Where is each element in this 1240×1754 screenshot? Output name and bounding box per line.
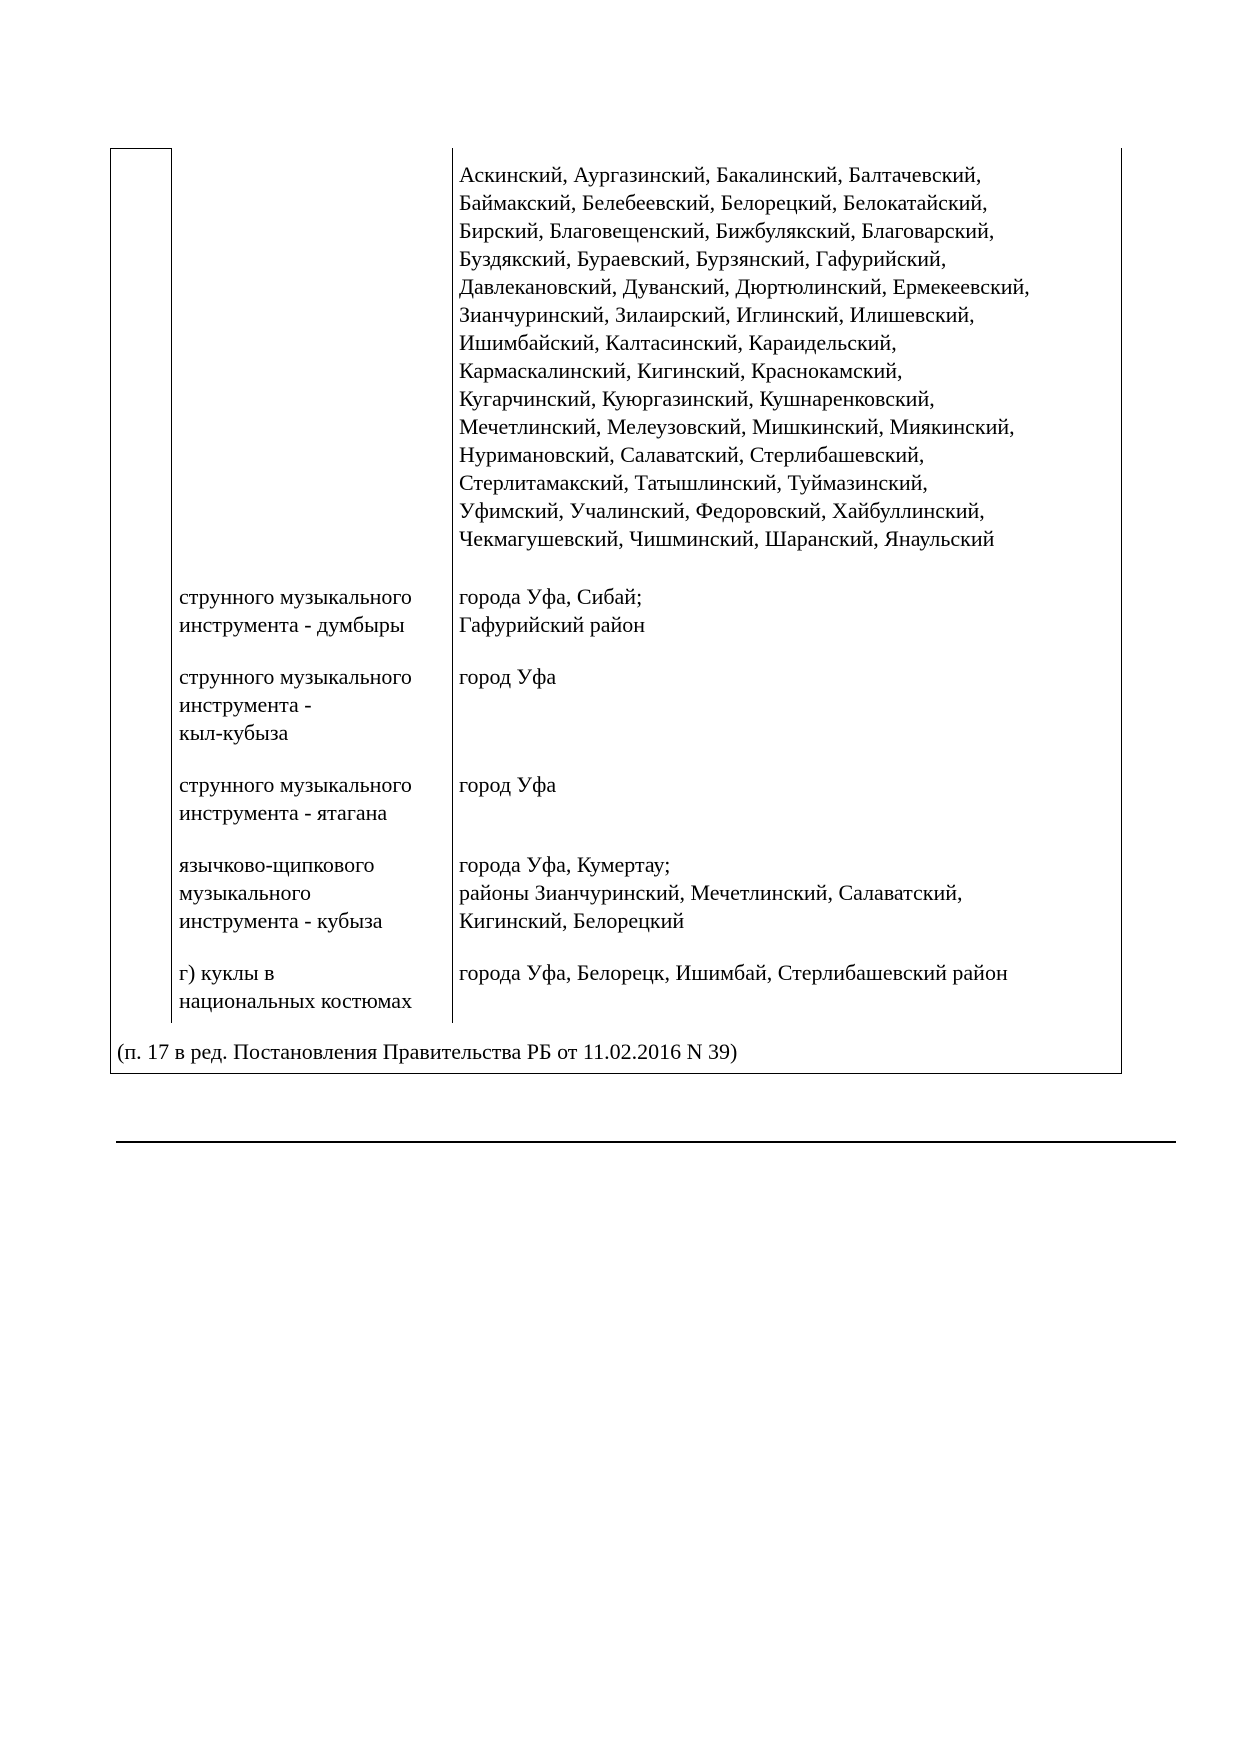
value-line: города Уфа, Сибай; xyxy=(459,584,643,609)
row-5-value xyxy=(459,851,963,935)
row-6-value xyxy=(459,959,1008,987)
value-line: Бирский, Благовещенский, Бижбулякский, Благоварский, xyxy=(459,218,995,243)
value-line: Стерлитамакский, Татышлинский, Туймазинский, xyxy=(459,470,928,495)
table-right-border xyxy=(1121,148,1122,1074)
value-line: Зианчуринский, Зилаирский, Иглинский, Илишевский, xyxy=(459,302,975,327)
value-column-divider xyxy=(452,148,453,1023)
value-line: Буздякский, Бураевский, Бурзянский, Гафурийский, xyxy=(459,246,947,271)
value-line: Ишимбайский, Калтасинский, Караидельский, xyxy=(459,330,897,355)
row-3-value xyxy=(459,663,556,691)
value-line: Уфимский, Учалинский, Федоровский, Хайбуллинский, xyxy=(459,498,985,523)
label-line: музыкального xyxy=(179,880,311,905)
label-line: язычково-щипкового xyxy=(179,852,375,877)
row-1-value xyxy=(459,161,1030,553)
value-line: Кугарчинский, Куюргазинский, Кушнаренковский, xyxy=(459,386,935,411)
value-line: Гафурийский район xyxy=(459,612,646,637)
bottom-divider xyxy=(116,1141,1176,1143)
row-4-label xyxy=(179,771,412,827)
value-line: Нуримановский, Салаватский, Стерлибашевский, xyxy=(459,442,925,467)
row-2-value xyxy=(459,583,645,639)
value-line: город Уфа xyxy=(459,664,557,689)
table-left-border xyxy=(110,148,111,1074)
value-line: Кармаскалинский, Кигинский, Краснокамский, xyxy=(459,358,903,383)
label-line: инструмента - xyxy=(179,692,312,717)
label-line: струнного музыкального xyxy=(179,664,412,689)
value-line: районы Зианчуринский, Мечетлинский, Салаватский, xyxy=(459,880,963,905)
label-line: национальных костюмах xyxy=(179,988,413,1013)
first-column-top-border xyxy=(110,148,172,149)
row-5-label xyxy=(179,851,383,935)
revision-footnote: (п. 17 в ред. Постановления Правительства РБ от 11.02.2016 N 39) xyxy=(117,1039,738,1064)
value-line: Чекмагушевский, Чишминский, Шаранский, Янаульский xyxy=(459,526,995,551)
value-line: города Уфа, Кумертау; xyxy=(459,852,671,877)
value-line: Давлекановский, Дуванский, Дюртюлинский, Ермекеевский, xyxy=(459,274,1030,299)
label-line: инструмента - ятагана xyxy=(179,800,388,825)
first-column-divider xyxy=(171,148,172,1023)
value-line: Кигинский, Белорецкий xyxy=(459,908,685,933)
value-line: Аскинский, Аургазинский, Бакалинский, Балтачевский, xyxy=(459,162,982,187)
label-line: г) куклы в xyxy=(179,960,275,985)
label-line: кыл-кубыза xyxy=(179,720,289,745)
label-line: струнного музыкального xyxy=(179,584,412,609)
value-line: Баймакский, Белебеевский, Белорецкий, Белокатайский, xyxy=(459,190,988,215)
value-line: Мечетлинский, Мелеузовский, Мишкинский, Миякинский, xyxy=(459,414,1015,439)
value-line: город Уфа xyxy=(459,772,557,797)
row-2-label xyxy=(179,583,412,639)
table-bottom-border xyxy=(110,1073,1122,1074)
label-line: струнного музыкального xyxy=(179,772,412,797)
row-3-label xyxy=(179,663,412,747)
row-6-label xyxy=(179,959,412,1015)
value-line: города Уфа, Белорецк, Ишимбай, Стерлибашевский район xyxy=(459,960,1008,985)
row-4-value xyxy=(459,771,556,799)
label-line: инструмента - кубыза xyxy=(179,908,383,933)
label-line: инструмента - думбыры xyxy=(179,612,405,637)
